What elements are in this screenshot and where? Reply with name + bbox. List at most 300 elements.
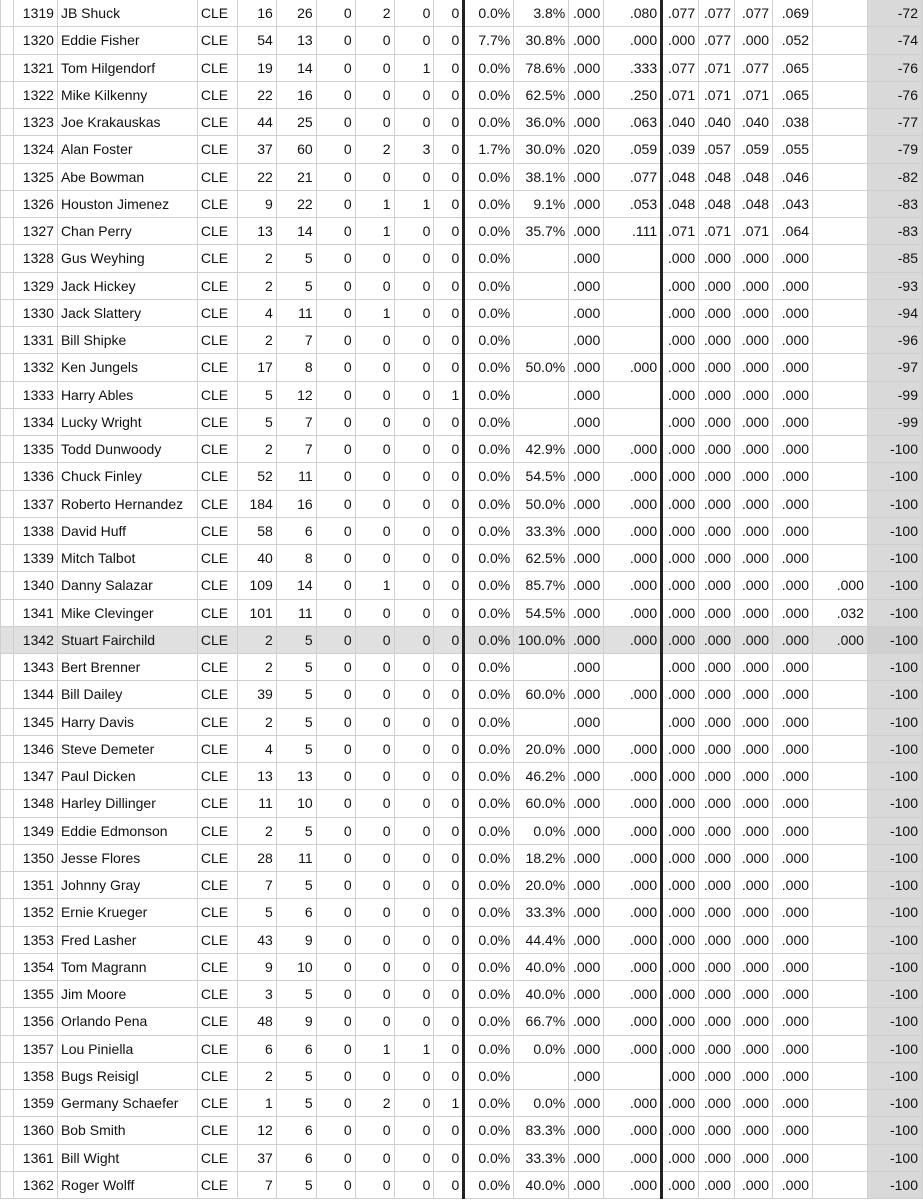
pct-1-cell[interactable]: 0.0% — [464, 1171, 514, 1198]
col-4-cell[interactable]: 109 — [237, 572, 276, 599]
rate-4-cell[interactable]: .000 — [699, 681, 735, 708]
rate-4-cell[interactable]: .000 — [699, 763, 735, 790]
col-6-cell[interactable]: 0 — [316, 27, 355, 54]
pct-1-cell[interactable]: 0.0% — [464, 599, 514, 626]
pct-1-cell[interactable]: 0.0% — [464, 463, 514, 490]
col-8-cell[interactable]: 0 — [394, 981, 434, 1008]
rate-5-cell[interactable]: .000 — [735, 1171, 773, 1198]
col-5-cell[interactable]: 25 — [276, 109, 316, 136]
col-4-cell[interactable]: 9 — [237, 190, 276, 217]
col-5-cell[interactable]: 7 — [276, 408, 316, 435]
score-cell[interactable]: -99 — [867, 408, 922, 435]
col-5-cell[interactable]: 5 — [276, 735, 316, 762]
rate-1-cell[interactable]: .000 — [569, 953, 604, 980]
col-8-cell[interactable]: 0 — [394, 27, 434, 54]
rate-1-cell[interactable]: .000 — [569, 1117, 604, 1144]
col-8-cell[interactable]: 1 — [394, 1035, 434, 1062]
col-9-cell[interactable]: 0 — [434, 981, 464, 1008]
table-row[interactable] — [1, 844, 923, 871]
col-9-cell[interactable]: 0 — [434, 1035, 464, 1062]
rate-7-cell[interactable] — [813, 545, 868, 572]
col-9-cell[interactable]: 0 — [434, 218, 464, 245]
col-4-cell[interactable]: 22 — [237, 81, 276, 108]
pct-2-cell[interactable]: 33.3% — [514, 1144, 569, 1171]
rate-4-cell[interactable]: .000 — [699, 899, 735, 926]
table-row[interactable] — [1, 735, 923, 762]
table-row[interactable] — [1, 218, 923, 245]
col-9-cell[interactable]: 0 — [434, 54, 464, 81]
rate-4-cell[interactable]: .077 — [699, 0, 735, 27]
rate-2-cell[interactable] — [604, 408, 662, 435]
rate-6-cell[interactable]: .055 — [773, 136, 813, 163]
col-5-cell[interactable]: 5 — [276, 1090, 316, 1117]
col-9-cell[interactable]: 0 — [434, 872, 464, 899]
col-9-cell[interactable]: 0 — [434, 1062, 464, 1089]
col-7-cell[interactable]: 0 — [355, 381, 394, 408]
col-4-cell[interactable]: 2 — [237, 327, 276, 354]
pct-2-cell[interactable]: 83.3% — [514, 1117, 569, 1144]
table-row[interactable] — [1, 463, 923, 490]
player-name-cell[interactable]: Abe Bowman — [57, 163, 197, 190]
col-9-cell[interactable]: 0 — [434, 1008, 464, 1035]
pct-1-cell[interactable]: 0.0% — [464, 626, 514, 653]
col-5-cell[interactable]: 6 — [276, 1035, 316, 1062]
player-name-cell[interactable]: Ernie Krueger — [57, 899, 197, 926]
rank-cell[interactable]: 1342 — [13, 626, 57, 653]
score-cell[interactable]: -100 — [867, 844, 922, 871]
rate-5-cell[interactable]: .071 — [735, 81, 773, 108]
rate-2-cell[interactable]: .000 — [604, 436, 662, 463]
table-row[interactable] — [1, 109, 923, 136]
table-row[interactable] — [1, 327, 923, 354]
player-name-cell[interactable]: Harry Ables — [57, 381, 197, 408]
rate-5-cell[interactable]: .000 — [735, 817, 773, 844]
col-5-cell[interactable]: 5 — [276, 981, 316, 1008]
col-4-cell[interactable]: 17 — [237, 354, 276, 381]
score-cell[interactable]: -100 — [867, 1008, 922, 1035]
team-cell[interactable]: CLE — [197, 708, 237, 735]
col-8-cell[interactable]: 0 — [394, 81, 434, 108]
pct-1-cell[interactable]: 0.0% — [464, 844, 514, 871]
rate-1-cell[interactable]: .020 — [569, 136, 604, 163]
col-9-cell[interactable]: 0 — [434, 844, 464, 871]
rate-3-cell[interactable]: .000 — [662, 1035, 699, 1062]
col-8-cell[interactable]: 0 — [394, 0, 434, 27]
score-cell[interactable]: -100 — [867, 490, 922, 517]
col-9-cell[interactable]: 0 — [434, 27, 464, 54]
rate-5-cell[interactable]: .000 — [735, 654, 773, 681]
col-4-cell[interactable]: 13 — [237, 218, 276, 245]
col-7-cell[interactable]: 0 — [355, 163, 394, 190]
rate-2-cell[interactable]: .250 — [604, 81, 662, 108]
col-5-cell[interactable]: 26 — [276, 0, 316, 27]
col-9-cell[interactable]: 0 — [434, 599, 464, 626]
pct-2-cell[interactable]: 20.0% — [514, 735, 569, 762]
table-row[interactable] — [1, 763, 923, 790]
col-5-cell[interactable]: 5 — [276, 626, 316, 653]
col-8-cell[interactable]: 0 — [394, 899, 434, 926]
table-row[interactable] — [1, 572, 923, 599]
col-4-cell[interactable]: 43 — [237, 926, 276, 953]
rate-5-cell[interactable]: .000 — [735, 327, 773, 354]
player-name-cell[interactable]: Alan Foster — [57, 136, 197, 163]
rank-cell[interactable]: 1343 — [13, 654, 57, 681]
rate-7-cell[interactable] — [813, 0, 868, 27]
rate-3-cell[interactable]: .000 — [662, 735, 699, 762]
col-9-cell[interactable]: 0 — [434, 1117, 464, 1144]
rate-5-cell[interactable]: .000 — [735, 872, 773, 899]
col-9-cell[interactable]: 0 — [434, 899, 464, 926]
pct-2-cell[interactable] — [514, 708, 569, 735]
col-7-cell[interactable]: 1 — [355, 218, 394, 245]
col-5-cell[interactable]: 14 — [276, 218, 316, 245]
pct-2-cell[interactable]: 40.0% — [514, 953, 569, 980]
rate-3-cell[interactable]: .000 — [662, 27, 699, 54]
player-name-cell[interactable]: David Huff — [57, 517, 197, 544]
col-8-cell[interactable]: 0 — [394, 1144, 434, 1171]
rate-6-cell[interactable]: .000 — [773, 681, 813, 708]
col-8-cell[interactable]: 0 — [394, 763, 434, 790]
rate-6-cell[interactable]: .000 — [773, 817, 813, 844]
col-7-cell[interactable]: 0 — [355, 327, 394, 354]
pct-2-cell[interactable]: 40.0% — [514, 981, 569, 1008]
col-9-cell[interactable]: 0 — [434, 926, 464, 953]
col-7-cell[interactable]: 0 — [355, 872, 394, 899]
rank-cell[interactable]: 1334 — [13, 408, 57, 435]
player-name-cell[interactable]: Eddie Fisher — [57, 27, 197, 54]
rank-cell[interactable]: 1327 — [13, 218, 57, 245]
col-5-cell[interactable]: 11 — [276, 463, 316, 490]
rate-1-cell[interactable]: .000 — [569, 299, 604, 326]
team-cell[interactable]: CLE — [197, 245, 237, 272]
col-4-cell[interactable]: 9 — [237, 953, 276, 980]
col-8-cell[interactable]: 0 — [394, 327, 434, 354]
col-6-cell[interactable]: 0 — [316, 817, 355, 844]
rate-3-cell[interactable]: .000 — [662, 1144, 699, 1171]
rate-3-cell[interactable]: .000 — [662, 436, 699, 463]
rate-6-cell[interactable]: .000 — [773, 1090, 813, 1117]
score-cell[interactable]: -100 — [867, 1117, 922, 1144]
pct-1-cell[interactable]: 0.0% — [464, 218, 514, 245]
rate-6-cell[interactable]: .000 — [773, 272, 813, 299]
player-name-cell[interactable]: Jack Hickey — [57, 272, 197, 299]
team-cell[interactable]: CLE — [197, 299, 237, 326]
rate-3-cell[interactable]: .039 — [662, 136, 699, 163]
col-6-cell[interactable]: 0 — [316, 517, 355, 544]
pct-2-cell[interactable]: 46.2% — [514, 763, 569, 790]
col-9-cell[interactable]: 0 — [434, 81, 464, 108]
pct-2-cell[interactable] — [514, 1062, 569, 1089]
rate-5-cell[interactable]: .000 — [735, 681, 773, 708]
col-8-cell[interactable]: 0 — [394, 572, 434, 599]
table-row[interactable] — [1, 27, 923, 54]
table-row[interactable] — [1, 408, 923, 435]
col-4-cell[interactable]: 2 — [237, 272, 276, 299]
rate-4-cell[interactable]: .000 — [699, 1090, 735, 1117]
pct-2-cell[interactable]: 100.0% — [514, 626, 569, 653]
player-name-cell[interactable]: Bob Smith — [57, 1117, 197, 1144]
rate-1-cell[interactable]: .000 — [569, 981, 604, 1008]
rank-cell[interactable]: 1344 — [13, 681, 57, 708]
rank-cell[interactable]: 1353 — [13, 926, 57, 953]
rate-6-cell[interactable]: .069 — [773, 0, 813, 27]
pct-2-cell[interactable]: 30.0% — [514, 136, 569, 163]
rate-6-cell[interactable]: .000 — [773, 763, 813, 790]
rate-1-cell[interactable]: .000 — [569, 1171, 604, 1198]
rate-6-cell[interactable]: .065 — [773, 54, 813, 81]
team-cell[interactable]: CLE — [197, 1144, 237, 1171]
pct-2-cell[interactable] — [514, 299, 569, 326]
col-4-cell[interactable]: 4 — [237, 735, 276, 762]
rate-5-cell[interactable]: .000 — [735, 354, 773, 381]
pct-1-cell[interactable]: 0.0% — [464, 872, 514, 899]
rate-3-cell[interactable]: .000 — [662, 654, 699, 681]
table-row[interactable] — [1, 1117, 923, 1144]
rate-2-cell[interactable]: .000 — [604, 1035, 662, 1062]
col-4-cell[interactable]: 2 — [237, 708, 276, 735]
player-name-cell[interactable]: Roger Wolff — [57, 1171, 197, 1198]
rate-7-cell[interactable]: .000 — [813, 626, 868, 653]
pct-1-cell[interactable]: 0.0% — [464, 381, 514, 408]
pct-1-cell[interactable]: 0.0% — [464, 354, 514, 381]
col-4-cell[interactable]: 7 — [237, 1171, 276, 1198]
pct-2-cell[interactable] — [514, 408, 569, 435]
col-5-cell[interactable]: 5 — [276, 245, 316, 272]
rate-4-cell[interactable]: .000 — [699, 626, 735, 653]
rank-cell[interactable]: 1349 — [13, 817, 57, 844]
rate-6-cell[interactable]: .000 — [773, 926, 813, 953]
col-7-cell[interactable]: 0 — [355, 763, 394, 790]
rate-4-cell[interactable]: .000 — [699, 654, 735, 681]
team-cell[interactable]: CLE — [197, 1062, 237, 1089]
rate-5-cell[interactable]: .071 — [735, 218, 773, 245]
pct-1-cell[interactable]: 0.0% — [464, 1090, 514, 1117]
col-5-cell[interactable]: 6 — [276, 517, 316, 544]
rate-1-cell[interactable]: .000 — [569, 190, 604, 217]
col-8-cell[interactable]: 0 — [394, 109, 434, 136]
col-6-cell[interactable]: 0 — [316, 327, 355, 354]
table-row[interactable] — [1, 708, 923, 735]
pct-2-cell[interactable] — [514, 654, 569, 681]
col-8-cell[interactable]: 0 — [394, 272, 434, 299]
player-name-cell[interactable]: Harry Davis — [57, 708, 197, 735]
col-5-cell[interactable]: 5 — [276, 654, 316, 681]
team-cell[interactable]: CLE — [197, 272, 237, 299]
score-cell[interactable]: -100 — [867, 517, 922, 544]
rate-5-cell[interactable]: .000 — [735, 299, 773, 326]
rate-7-cell[interactable] — [813, 136, 868, 163]
col-5-cell[interactable]: 8 — [276, 545, 316, 572]
rate-5-cell[interactable]: .000 — [735, 463, 773, 490]
rank-cell[interactable]: 1347 — [13, 763, 57, 790]
table-row[interactable] — [1, 899, 923, 926]
rank-cell[interactable]: 1325 — [13, 163, 57, 190]
player-name-cell[interactable]: Tom Hilgendorf — [57, 54, 197, 81]
col-7-cell[interactable]: 2 — [355, 0, 394, 27]
rate-2-cell[interactable]: .000 — [604, 517, 662, 544]
rate-4-cell[interactable]: .000 — [699, 926, 735, 953]
rate-6-cell[interactable]: .000 — [773, 1117, 813, 1144]
rate-2-cell[interactable] — [604, 708, 662, 735]
pct-2-cell[interactable]: 33.3% — [514, 899, 569, 926]
pct-2-cell[interactable] — [514, 327, 569, 354]
col-9-cell[interactable]: 0 — [434, 245, 464, 272]
rate-6-cell[interactable]: .000 — [773, 408, 813, 435]
player-name-cell[interactable]: Chan Perry — [57, 218, 197, 245]
team-cell[interactable]: CLE — [197, 0, 237, 27]
rate-2-cell[interactable]: .000 — [604, 1144, 662, 1171]
score-cell[interactable]: -100 — [867, 599, 922, 626]
rate-4-cell[interactable]: .000 — [699, 1035, 735, 1062]
pct-2-cell[interactable]: 50.0% — [514, 354, 569, 381]
rate-2-cell[interactable]: .000 — [604, 1117, 662, 1144]
rate-6-cell[interactable]: .000 — [773, 1062, 813, 1089]
col-8-cell[interactable]: 0 — [394, 1062, 434, 1089]
rate-5-cell[interactable]: .000 — [735, 1035, 773, 1062]
team-cell[interactable]: CLE — [197, 681, 237, 708]
rate-5-cell[interactable]: .000 — [735, 1008, 773, 1035]
rate-3-cell[interactable]: .000 — [662, 681, 699, 708]
table-row[interactable] — [1, 1090, 923, 1117]
rate-3-cell[interactable]: .000 — [662, 708, 699, 735]
rate-5-cell[interactable]: .000 — [735, 1062, 773, 1089]
pct-1-cell[interactable]: 1.7% — [464, 136, 514, 163]
rate-2-cell[interactable]: .000 — [604, 490, 662, 517]
rate-5-cell[interactable]: .048 — [735, 163, 773, 190]
table-row[interactable] — [1, 1144, 923, 1171]
rate-3-cell[interactable]: .048 — [662, 163, 699, 190]
pct-1-cell[interactable]: 0.0% — [464, 490, 514, 517]
col-7-cell[interactable]: 0 — [355, 354, 394, 381]
table-row[interactable] — [1, 953, 923, 980]
table-row[interactable] — [1, 0, 923, 27]
rate-4-cell[interactable]: .000 — [699, 735, 735, 762]
rate-4-cell[interactable]: .000 — [699, 545, 735, 572]
col-4-cell[interactable]: 7 — [237, 872, 276, 899]
col-5-cell[interactable]: 5 — [276, 872, 316, 899]
pct-1-cell[interactable]: 0.0% — [464, 1035, 514, 1062]
rank-cell[interactable]: 1358 — [13, 1062, 57, 1089]
col-7-cell[interactable]: 1 — [355, 190, 394, 217]
rate-6-cell[interactable]: .000 — [773, 1008, 813, 1035]
team-cell[interactable]: CLE — [197, 572, 237, 599]
col-6-cell[interactable]: 0 — [316, 381, 355, 408]
score-cell[interactable]: -79 — [867, 136, 922, 163]
player-name-cell[interactable]: Jesse Flores — [57, 844, 197, 871]
col-9-cell[interactable]: 0 — [434, 817, 464, 844]
rate-1-cell[interactable]: .000 — [569, 654, 604, 681]
rate-7-cell[interactable] — [813, 109, 868, 136]
col-5-cell[interactable]: 6 — [276, 899, 316, 926]
rank-cell[interactable]: 1337 — [13, 490, 57, 517]
col-4-cell[interactable]: 44 — [237, 109, 276, 136]
rate-6-cell[interactable]: .043 — [773, 190, 813, 217]
col-8-cell[interactable]: 0 — [394, 708, 434, 735]
score-cell[interactable]: -100 — [867, 626, 922, 653]
rate-6-cell[interactable]: .000 — [773, 1171, 813, 1198]
rate-1-cell[interactable]: .000 — [569, 1035, 604, 1062]
col-4-cell[interactable]: 101 — [237, 599, 276, 626]
col-6-cell[interactable]: 0 — [316, 163, 355, 190]
rate-7-cell[interactable] — [813, 926, 868, 953]
col-8-cell[interactable]: 0 — [394, 245, 434, 272]
rate-3-cell[interactable]: .000 — [662, 327, 699, 354]
score-cell[interactable]: -100 — [867, 708, 922, 735]
table-row[interactable] — [1, 436, 923, 463]
rate-2-cell[interactable]: .000 — [604, 27, 662, 54]
pct-2-cell[interactable]: 0.0% — [514, 1035, 569, 1062]
col-9-cell[interactable]: 0 — [434, 136, 464, 163]
rate-5-cell[interactable]: .000 — [735, 408, 773, 435]
rate-7-cell[interactable] — [813, 327, 868, 354]
team-cell[interactable]: CLE — [197, 735, 237, 762]
pct-2-cell[interactable]: 33.3% — [514, 517, 569, 544]
rank-cell[interactable]: 1359 — [13, 1090, 57, 1117]
col-6-cell[interactable]: 0 — [316, 735, 355, 762]
col-7-cell[interactable]: 0 — [355, 599, 394, 626]
rank-cell[interactable]: 1361 — [13, 1144, 57, 1171]
rate-4-cell[interactable]: .000 — [699, 572, 735, 599]
rate-2-cell[interactable]: .000 — [604, 1090, 662, 1117]
col-6-cell[interactable]: 0 — [316, 1144, 355, 1171]
col-9-cell[interactable]: 0 — [434, 572, 464, 599]
col-9-cell[interactable]: 0 — [434, 463, 464, 490]
rank-cell[interactable]: 1321 — [13, 54, 57, 81]
rate-3-cell[interactable]: .000 — [662, 926, 699, 953]
team-cell[interactable]: CLE — [197, 381, 237, 408]
rate-1-cell[interactable]: .000 — [569, 381, 604, 408]
rate-7-cell[interactable] — [813, 408, 868, 435]
col-6-cell[interactable]: 0 — [316, 1117, 355, 1144]
pct-1-cell[interactable]: 0.0% — [464, 81, 514, 108]
rate-7-cell[interactable] — [813, 899, 868, 926]
col-8-cell[interactable]: 0 — [394, 163, 434, 190]
col-5-cell[interactable]: 5 — [276, 272, 316, 299]
col-6-cell[interactable]: 0 — [316, 790, 355, 817]
pct-1-cell[interactable]: 0.0% — [464, 572, 514, 599]
score-cell[interactable]: -100 — [867, 545, 922, 572]
rate-4-cell[interactable]: .000 — [699, 408, 735, 435]
rank-cell[interactable]: 1319 — [13, 0, 57, 27]
score-cell[interactable]: -76 — [867, 81, 922, 108]
rate-3-cell[interactable]: .000 — [662, 463, 699, 490]
team-cell[interactable]: CLE — [197, 926, 237, 953]
rate-4-cell[interactable]: .071 — [699, 54, 735, 81]
player-name-cell[interactable]: Mitch Talbot — [57, 545, 197, 572]
col-5-cell[interactable]: 11 — [276, 599, 316, 626]
col-7-cell[interactable]: 0 — [355, 54, 394, 81]
team-cell[interactable]: CLE — [197, 872, 237, 899]
table-row[interactable] — [1, 790, 923, 817]
col-5-cell[interactable]: 5 — [276, 817, 316, 844]
score-cell[interactable]: -100 — [867, 1090, 922, 1117]
rate-5-cell[interactable]: .000 — [735, 572, 773, 599]
rate-6-cell[interactable]: .000 — [773, 1144, 813, 1171]
col-9-cell[interactable]: 0 — [434, 109, 464, 136]
rate-6-cell[interactable]: .000 — [773, 245, 813, 272]
rate-2-cell[interactable]: .000 — [604, 899, 662, 926]
team-cell[interactable]: CLE — [197, 163, 237, 190]
rate-1-cell[interactable]: .000 — [569, 790, 604, 817]
score-cell[interactable]: -82 — [867, 163, 922, 190]
rank-cell[interactable]: 1328 — [13, 245, 57, 272]
team-cell[interactable]: CLE — [197, 599, 237, 626]
rate-1-cell[interactable]: .000 — [569, 327, 604, 354]
rate-2-cell[interactable]: .000 — [604, 817, 662, 844]
team-cell[interactable]: CLE — [197, 408, 237, 435]
col-6-cell[interactable]: 0 — [316, 463, 355, 490]
rate-3-cell[interactable]: .000 — [662, 1062, 699, 1089]
